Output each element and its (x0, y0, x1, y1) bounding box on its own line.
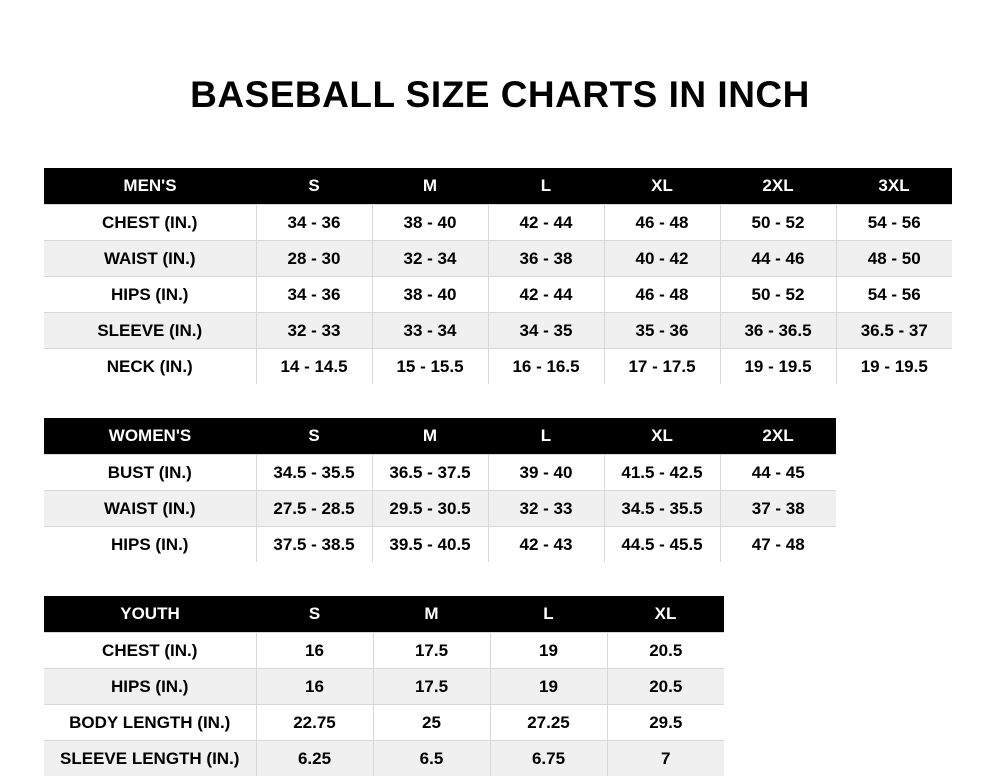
table-cell: 38 - 40 (372, 205, 488, 241)
womens-size-table (44, 418, 836, 562)
table-row (44, 313, 952, 349)
table-cell: 19 - 19.5 (720, 349, 836, 385)
table-cell: 46 - 48 (604, 205, 720, 241)
table-cell: 20.5 (607, 633, 724, 669)
column-header: WOMEN'S (44, 418, 256, 455)
table-cell: 7 (607, 741, 724, 776)
table-cell: 15 - 15.5 (372, 349, 488, 385)
column-header: XL (604, 418, 720, 455)
table-cell: 19 (490, 669, 607, 705)
row-label: HIPS (IN.) (44, 277, 256, 313)
row-label: SLEEVE LENGTH (IN.) (44, 741, 256, 776)
table-cell: 16 (256, 633, 373, 669)
table-cell: 42 - 43 (488, 527, 604, 563)
table-cell: 19 - 19.5 (836, 349, 952, 385)
table-cell: 34.5 - 35.5 (604, 491, 720, 527)
table-row (44, 277, 952, 313)
table-row (44, 741, 724, 776)
table-cell: 29.5 (607, 705, 724, 741)
table-cell: 32 - 33 (488, 491, 604, 527)
column-header: XL (607, 596, 724, 633)
table-cell: 32 - 34 (372, 241, 488, 277)
table-cell: 32 - 33 (256, 313, 372, 349)
table-cell: 36 - 38 (488, 241, 604, 277)
table-cell: 39 - 40 (488, 455, 604, 491)
page-title: BASEBALL SIZE CHARTS IN INCH (0, 0, 1000, 116)
table-cell: 34 - 35 (488, 313, 604, 349)
table-cell: 6.75 (490, 741, 607, 776)
table-cell: 37 - 38 (720, 491, 836, 527)
table-row (44, 349, 952, 385)
table-cell: 19 (490, 633, 607, 669)
column-header: YOUTH (44, 596, 256, 633)
table-row (44, 241, 952, 277)
table-cell: 50 - 52 (720, 205, 836, 241)
column-header: S (256, 596, 373, 633)
table-cell: 37.5 - 38.5 (256, 527, 372, 563)
row-label: CHEST (IN.) (44, 633, 256, 669)
table-cell: 16 - 16.5 (488, 349, 604, 385)
table-cell: 54 - 56 (836, 277, 952, 313)
table-row (44, 633, 724, 669)
column-header: 2XL (720, 418, 836, 455)
table-row (44, 455, 836, 491)
table-cell: 20.5 (607, 669, 724, 705)
table-row (44, 669, 724, 705)
column-header: S (256, 418, 372, 455)
row-label: SLEEVE (IN.) (44, 313, 256, 349)
row-label: HIPS (IN.) (44, 669, 256, 705)
column-header: MEN'S (44, 168, 256, 205)
table-cell: 14 - 14.5 (256, 349, 372, 385)
size-tables-container (0, 168, 1000, 776)
table-cell: 42 - 44 (488, 205, 604, 241)
table-row (44, 527, 836, 563)
table-row (44, 491, 836, 527)
table-spacer (44, 384, 956, 418)
table-row (44, 205, 952, 241)
column-header: 3XL (836, 168, 952, 205)
youth-size-table (44, 596, 724, 776)
table-cell: 35 - 36 (604, 313, 720, 349)
table-cell: 25 (373, 705, 490, 741)
row-label: BUST (IN.) (44, 455, 256, 491)
column-header: S (256, 168, 372, 205)
table-cell: 41.5 - 42.5 (604, 455, 720, 491)
column-header: M (372, 418, 488, 455)
table-cell: 50 - 52 (720, 277, 836, 313)
table-cell: 38 - 40 (372, 277, 488, 313)
column-header: M (372, 168, 488, 205)
table-spacer (44, 562, 956, 596)
table-cell: 29.5 - 30.5 (372, 491, 488, 527)
table-cell: 54 - 56 (836, 205, 952, 241)
table-cell: 17 - 17.5 (604, 349, 720, 385)
table-cell: 48 - 50 (836, 241, 952, 277)
table-cell: 39.5 - 40.5 (372, 527, 488, 563)
table-row (44, 705, 724, 741)
table-cell: 16 (256, 669, 373, 705)
table-cell: 42 - 44 (488, 277, 604, 313)
column-header: L (490, 596, 607, 633)
table-cell: 36.5 - 37 (836, 313, 952, 349)
table-cell: 27.25 (490, 705, 607, 741)
table-cell: 47 - 48 (720, 527, 836, 563)
table-cell: 6.5 (373, 741, 490, 776)
table-cell: 36.5 - 37.5 (372, 455, 488, 491)
table-cell: 46 - 48 (604, 277, 720, 313)
mens-size-table (44, 168, 952, 384)
table-cell: 40 - 42 (604, 241, 720, 277)
row-label: NECK (IN.) (44, 349, 256, 385)
table-cell: 27.5 - 28.5 (256, 491, 372, 527)
table-header-row (44, 418, 836, 455)
table-cell: 44 - 45 (720, 455, 836, 491)
column-header: 2XL (720, 168, 836, 205)
table-cell: 34 - 36 (256, 277, 372, 313)
table-cell: 6.25 (256, 741, 373, 776)
column-header: XL (604, 168, 720, 205)
row-label: WAIST (IN.) (44, 491, 256, 527)
table-cell: 36 - 36.5 (720, 313, 836, 349)
table-cell: 44.5 - 45.5 (604, 527, 720, 563)
row-label: BODY LENGTH (IN.) (44, 705, 256, 741)
row-label: WAIST (IN.) (44, 241, 256, 277)
table-cell: 34 - 36 (256, 205, 372, 241)
table-cell: 17.5 (373, 633, 490, 669)
table-cell: 28 - 30 (256, 241, 372, 277)
table-cell: 17.5 (373, 669, 490, 705)
table-cell: 22.75 (256, 705, 373, 741)
column-header: M (373, 596, 490, 633)
table-header-row (44, 168, 952, 205)
column-header: L (488, 168, 604, 205)
table-cell: 34.5 - 35.5 (256, 455, 372, 491)
row-label: CHEST (IN.) (44, 205, 256, 241)
row-label: HIPS (IN.) (44, 527, 256, 563)
table-cell: 44 - 46 (720, 241, 836, 277)
table-header-row (44, 596, 724, 633)
table-cell: 33 - 34 (372, 313, 488, 349)
column-header: L (488, 418, 604, 455)
